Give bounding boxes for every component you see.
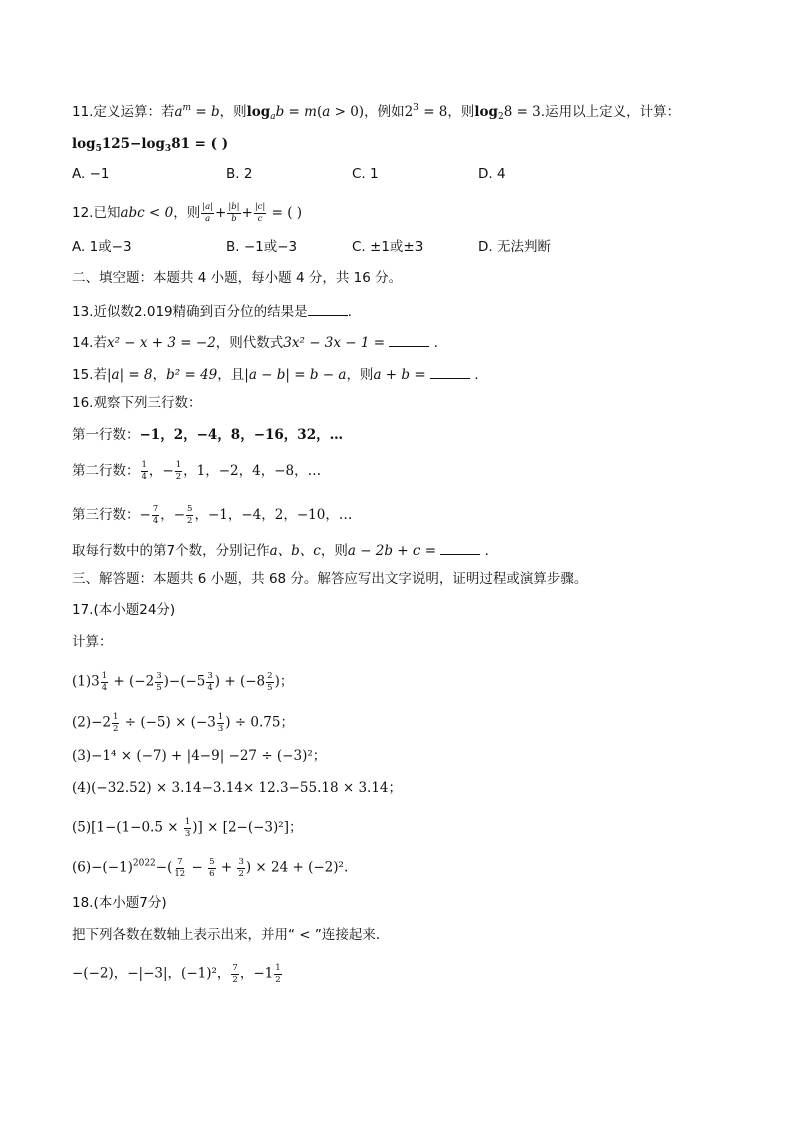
q12-option-c[interactable]: C. ±1或±3	[352, 239, 424, 255]
q15: 15.若|a| = 8，b² = 49，且|a − b| = b − a，则a + b = .	[72, 367, 479, 383]
q17-part-4: (4)(−32.52) × 3.14−3.14× 12.3−55.18 × 3.14；	[72, 780, 403, 796]
q11-stem: 11.定义运算：若$a^m = b$，则$\log_ab = m(a > 0)$，例如$2^3 = 8$，则$\log_28 = 3$.运用以上定义，计算：	[72, 103, 681, 122]
q14-answer-blank[interactable]	[389, 334, 429, 347]
q16-intro: 16.观察下列三行数：	[72, 395, 202, 411]
q14: 14.若x² − x + 3 = −2，则代数式3x² − 3x − 1 = .	[72, 335, 438, 351]
q12-option-a[interactable]: A. 1或−3	[72, 239, 132, 255]
q12-option-d[interactable]: D. 无法判断	[478, 239, 551, 255]
q17-part-2: (2)−2 $\frac{1}{2}$ ÷ (−5) × (−3 $\frac{1}{3}$ ) ÷ 0.75；	[72, 712, 294, 734]
section-fill-blank-heading: 二、填空题：本题共 4 小题，每小题 4 分，共 16 分。	[72, 270, 403, 286]
q16-row-3: 第三行数：− $\frac{7}{4}$ ，− $\frac{5}{2}$ ，−1，−4，2，−10，…	[72, 504, 353, 526]
q17-heading: 17.(本小题24分)	[72, 602, 176, 618]
q16-row-1: 第一行数：−1，2，−4，8，−16，32，…	[72, 427, 344, 443]
q17-part-3: (3)−1⁴ × (−7) + |4−9| −27 ÷ (−3)²；	[72, 748, 327, 764]
q11-expression: $\log_5125-\log_381$ = ( )	[72, 136, 229, 154]
q11-option-a[interactable]: A. −1	[72, 166, 110, 182]
q17-calc-label: 计算：	[72, 634, 113, 650]
q15-answer-blank[interactable]	[430, 366, 470, 379]
q12-frac-b: $\frac{|b|}{b}$	[228, 202, 240, 224]
q17-part-5: (5)[1−(1−0.5 × $\frac{1}{3}$ )] × [2−(−3)²]；	[72, 817, 303, 839]
section-answer-heading: 三、解答题：本题共 6 小题，共 68 分。解答应写出文字说明，证明过程或演算步骤。	[72, 571, 588, 587]
q18-instruction: 把下列各数在数轴上表示出来，并用“ < ”连接起来.	[72, 927, 381, 943]
q16-answer-blank[interactable]	[440, 542, 480, 555]
q13-answer-blank[interactable]	[308, 303, 348, 316]
q13: 13.近似数2.019精确到百分位的结果是 .	[72, 304, 352, 320]
q11-option-c[interactable]: C. 1	[352, 166, 379, 182]
q12-option-b[interactable]: B. −1或−3	[226, 239, 298, 255]
q11-option-b[interactable]: B. 2	[226, 166, 253, 182]
q11-option-d[interactable]: D. 4	[478, 166, 506, 182]
q16-row-2: 第二行数： $\frac{1}{4}$ ，− $\frac{1}{2}$ ，1，−2，4，−8，…	[72, 460, 322, 482]
q16-question: 取每行数中的第7个数，分别记作a、b、c，则a − 2b + c = .	[72, 543, 489, 559]
q18-numbers: −(−2)，−|−3|，(−1)²， $\frac{7}{2}$ ，−1 $\frac{1}{2}$	[72, 963, 281, 985]
q12-frac-c: $\frac{|c|}{c}$	[254, 202, 266, 224]
q12-stem: 12.已知abc < 0，则 $\frac{|a|}{a}$ + $\frac{|b|}{b}$ + $\frac{|c|}{c}$ = ( )	[72, 202, 303, 224]
q18-heading: 18.(本小题7分)	[72, 895, 167, 911]
q17-part-6: $(6)-(-1)^{2022}-$( $\frac{7}{12}$ − $\frac{5}{6}$ + $\frac{3}{2}$ ) × 24 + (−2)².	[72, 857, 349, 879]
q12-frac-a: $\frac{|a|}{a}$	[202, 202, 214, 224]
q17-part-1: (1)3 $\frac{1}{4}$ + (−2 $\frac{3}{5}$ )−(−5 $\frac{3}{4}$ ) + (−8 $\frac{2}{5}$ )；	[72, 671, 294, 693]
